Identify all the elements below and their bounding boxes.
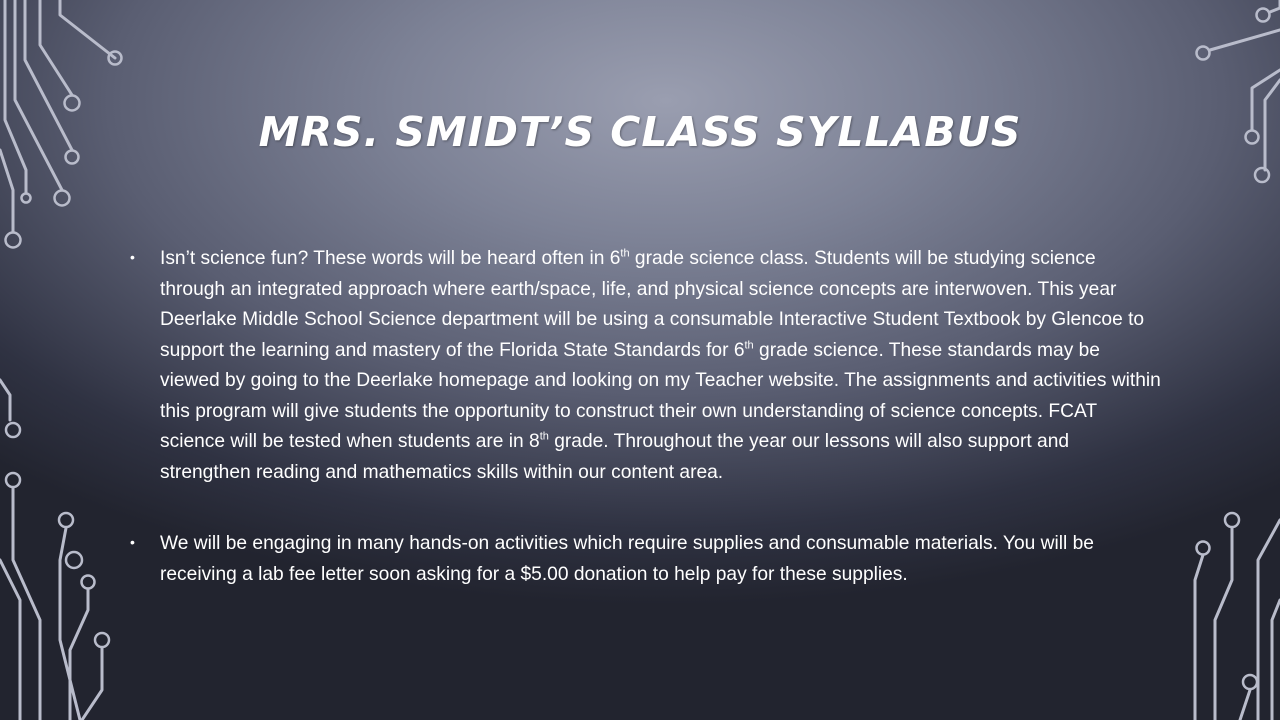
ordinal-suffix: th: [539, 430, 549, 443]
paragraph-lab-fee: [160, 529, 1164, 590]
intro-text-part-2: grade science class. Students will be studying science through an integrated approach where earth/space, life, and physical science concepts are interwoven. This year Deerlake Middle School Science department will be using a consumable Interactive Student Textbook by Glencoe to support the learning and mastery of the Florida State Standards for 6: [160, 248, 1145, 361]
intro-text-part-4: grade. Throughout the year our lessons will also support and strengthen reading and mathematics skills within our content area.: [160, 431, 1070, 483]
ordinal-suffix: th: [744, 339, 754, 352]
syllabus-body: [124, 244, 1164, 590]
circuit-bottom-left: [0, 380, 109, 720]
intro-text-part-3: grade science. These standards may be viewed by going to the Deerlake homepage and looking on my Teacher website. The assignments and activities within this program will give students the opportunity to construct their own understanding of science concepts. FCAT science will be tested when students are in 8: [160, 339, 1161, 452]
bullet-dot: •: [130, 534, 135, 550]
ordinal-suffix: th: [620, 247, 630, 260]
paragraph-intro: [160, 244, 1164, 488]
bullet-dot: •: [130, 249, 135, 265]
lab-fee-text: We will be engaging in many hands-on activities which require supplies and consumable materials. You will be receiving a lab fee letter soon asking for a $5.00 donation to help pay for these supplies.: [160, 533, 1094, 585]
intro-text-part-1: Isn’t science fun? These words will be heard often in 6: [160, 248, 621, 269]
bullet-item-lab-fee: [124, 529, 1164, 590]
circuit-bottom-right: [1195, 513, 1280, 720]
bullet-item-intro: [124, 244, 1164, 488]
page-title: MRS. SMIDT’S CLASS SYLLABUS: [258, 108, 1022, 156]
